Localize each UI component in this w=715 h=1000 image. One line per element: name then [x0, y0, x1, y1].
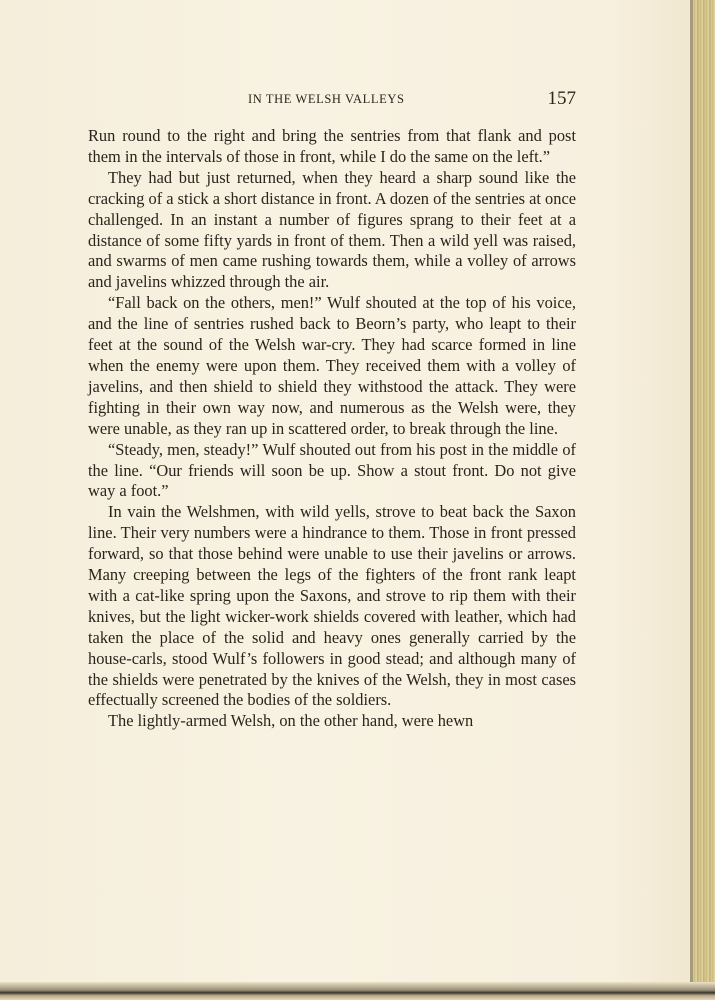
- bottom-page-edge: [0, 982, 715, 1000]
- page-edges: [693, 0, 715, 1000]
- paragraph: The lightly-armed Welsh, on the other hand, were hewn: [108, 711, 474, 731]
- paragraph: They had but just returned, when they heard a sharp sound like the cracking of a stick a short distance in front. A dozen of the sentries at once challenged. In an instant a number of figures sprang to their feet at a distance of some fifty yards in front of them. Then a wild yell was raised, and swarms of men came rushing towards them, while a volley of arrows and javelins whizzed through the air.: [88, 167, 576, 292]
- paragraph: “Fall back on the others, men!” Wulf shouted at the top of his voice, and the line of sentries rushed back to Beorn’s party, who leapt to their feet at the sound of the Welsh war-cry. They had scarce formed in line when the enemy were upon them. They received them with a volley of javelins, and then shield to shield they withstood the attack. They were fighting in their own way now, and numerous as the Welsh were, they were unable, as they ran up in scattered order, to break through the line.: [88, 293, 576, 438]
- paragraph: Run round to the right and bring the sentries from that flank and post them in the intervals of those in front, while I do the same on the left.”: [88, 126, 576, 166]
- body-text: [88, 126, 576, 732]
- running-head: IN THE WELSH VALLEYS: [248, 92, 405, 106]
- paragraph: “Steady, men, steady!” Wulf shouted out from his post in the middle of the line. “Our friends will soon be up. Show a stout front. Do not give way a foot.”: [88, 439, 576, 501]
- paragraph: In vain the Welshmen, with wild yells, strove to beat back the Saxon line. Their very numbers were a hindrance to them. Those in front pressed forward, so that those behind were unable to use their javelins or arrows. Many creeping between the legs of the fighters of the front rank leapt with a cat-like spring upon the Saxons, and strove to rip them with their knives, but the light wicker-work shields covered with leather, which had taken the place of the solid and heavy ones generally carried by the house-carls, stood Wulf’s followers in good stead; and although many of the shields were penetrated by the knives of the Welsh, they in most cases effectually screened the bodies of the soldiers.: [88, 502, 576, 710]
- page-number: 157: [547, 88, 576, 109]
- page-header: [88, 88, 576, 112]
